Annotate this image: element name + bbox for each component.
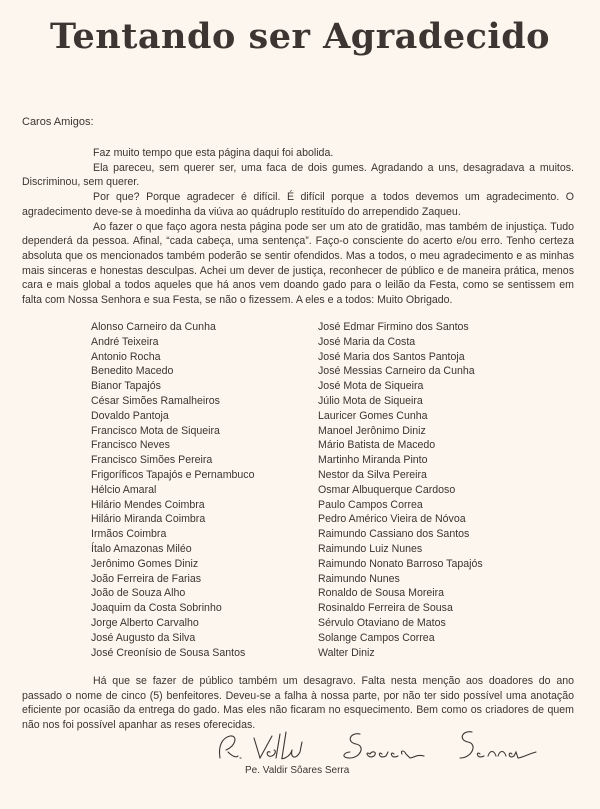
- donor-column-left: [91, 320, 318, 660]
- paragraph: Ao fazer o que faço agora nesta página pode ser um ato de gratidão, mas também de injustiça. Tudo dependerá da pessoa. Afinal, “cada cabeça, uma sentença”. Faço-o consciente do acerto e/ou erro. Tenho certeza absoluta que os mencionados também poderão se sentir ofendidos. Mas a todos, o meu agradecimento e as minhas mais sinceras e honestas desculpas. Achei um dever de justiça, reconhecer de público e de maneira prática, menos cara e mais global a todos aqueles que há anos vem doando gado para o leilão da Festa, como se sentissem em falta com Nossa Senhora e sua Festa, se não o fizessem. A eles e a todos: Muito Obrigado.: [22, 220, 574, 307]
- donor-name: Paulo Campos Correa: [318, 498, 423, 511]
- donor-name: Raimundo Nonato Barroso Tapajós: [318, 557, 483, 570]
- paragraph: Faz muito tempo que esta página daqui foi abolida.: [93, 147, 334, 159]
- donor-name: Raimundo Nunes: [318, 572, 400, 585]
- donor-name: José Edmar Firmino dos Santos: [318, 321, 469, 333]
- donor-name: José Augusto da Silva: [91, 631, 196, 644]
- donor-name: Francisco Neves: [91, 439, 170, 452]
- donor-name: Mário Batista de Macedo: [318, 439, 436, 452]
- donor-name: Benedito Macedo: [91, 365, 174, 378]
- donor-name: Joaquim da Costa Sobrinho: [91, 602, 222, 615]
- donor-name: Nestor da Silva Pereira: [318, 468, 427, 481]
- donor-name: Manoel Jerônimo Diniz: [318, 424, 426, 437]
- donor-name: Bianor Tapajós: [91, 380, 161, 393]
- donor-name: José Maria dos Santos Pantoja: [318, 350, 465, 363]
- donor-name: José Mota de Siqueira: [318, 380, 424, 393]
- donor-name: Dovaldo Pantoja: [91, 409, 169, 422]
- donor-name: Júlio Mota de Siqueira: [318, 394, 423, 407]
- donor-name: Frigoríficos Tapajós e Pernambuco: [91, 468, 255, 481]
- donor-name: Lauricer Gomes Cunha: [318, 409, 428, 422]
- donor-name: Hilário Miranda Coimbra: [91, 513, 206, 526]
- donor-name: João de Souza Alho: [91, 587, 186, 600]
- page-title: Tentando ser Agradecido: [49, 16, 551, 57]
- donor-name: Francisco Mota de Siqueira: [91, 424, 220, 437]
- donor-name: Antonio Rocha: [91, 350, 161, 363]
- donor-name: Rosinaldo Ferreira de Sousa: [318, 602, 453, 615]
- donor-name: José Messias Carneiro da Cunha: [318, 365, 475, 378]
- paragraph: Ela pareceu, sem querer ser, uma faca de dois gumes. Agradando a uns, desagradava a muitos. Discriminou, sem querer.: [22, 161, 574, 189]
- donor-name: Irmãos Coimbra: [91, 528, 167, 541]
- donor-name: César Simões Ramalheiros: [91, 394, 220, 407]
- donor-name: Raimundo Luiz Nunes: [318, 542, 423, 555]
- donor-name: Solange Campos Correa: [318, 631, 435, 644]
- donor-name: José Creonísio de Sousa Santos: [91, 646, 246, 659]
- paragraph: Por que? Porque agradecer é difícil. É difícil porque a todos devemos um agradecimento. O agradecimento deve-se à moedinha da viúva ao quádruplo restituído do arrependido Zaqueu.: [22, 191, 574, 218]
- donor-name: André Teixeira: [91, 335, 159, 348]
- donor-name: Ronaldo de Sousa Moreira: [318, 587, 445, 600]
- donor-name: Martinho Miranda Pinto: [318, 454, 428, 467]
- signer-name: Pe. Valdir Sôares Serra: [245, 765, 350, 776]
- donor-name: Osmar Albuquerque Cardoso: [318, 483, 456, 496]
- handwritten-signature: [210, 728, 550, 768]
- closing-paragraph: Há que se fazer de público também um desagravo. Falta nesta menção aos doadores do ano passado o nome de cinco (5) benfeitores. Deveu-se a falha à nossa parte, por não ter sido possível uma anotação eficiente por ocasião da entrega do gado. Mas eles não ficaram no esquecimento. Bem como os criadores de quem não nos foi possível apanhar as reses oferecidas.: [22, 675, 574, 731]
- donor-column-right: [318, 320, 545, 660]
- salutation: Caros Amigos:: [22, 116, 94, 128]
- donor-name: Ítalo Amazonas Miléo: [91, 542, 192, 555]
- donor-list: [91, 320, 545, 660]
- donor-name: Walter Diniz: [318, 646, 375, 659]
- donor-name: Sérvulo Otaviano de Matos: [318, 616, 446, 629]
- donor-name: Hélcio Amaral: [91, 483, 157, 496]
- donor-name: João Ferreira de Farias: [91, 572, 202, 585]
- donor-name: Pedro Américo Vieira de Nóvoa: [318, 513, 466, 526]
- letter-body: [22, 146, 574, 308]
- donor-name: José Maria da Costa: [318, 335, 416, 348]
- donor-name: Alonso Carneiro da Cunha: [91, 321, 216, 333]
- donor-name: Jorge Alberto Carvalho: [91, 616, 199, 629]
- donor-name: Hilário Mendes Coimbra: [91, 498, 205, 511]
- donor-name: Francisco Simões Pereira: [91, 454, 213, 467]
- donor-name: Raimundo Cassiano dos Santos: [318, 528, 470, 541]
- donor-name: Jerônimo Gomes Diniz: [91, 557, 199, 570]
